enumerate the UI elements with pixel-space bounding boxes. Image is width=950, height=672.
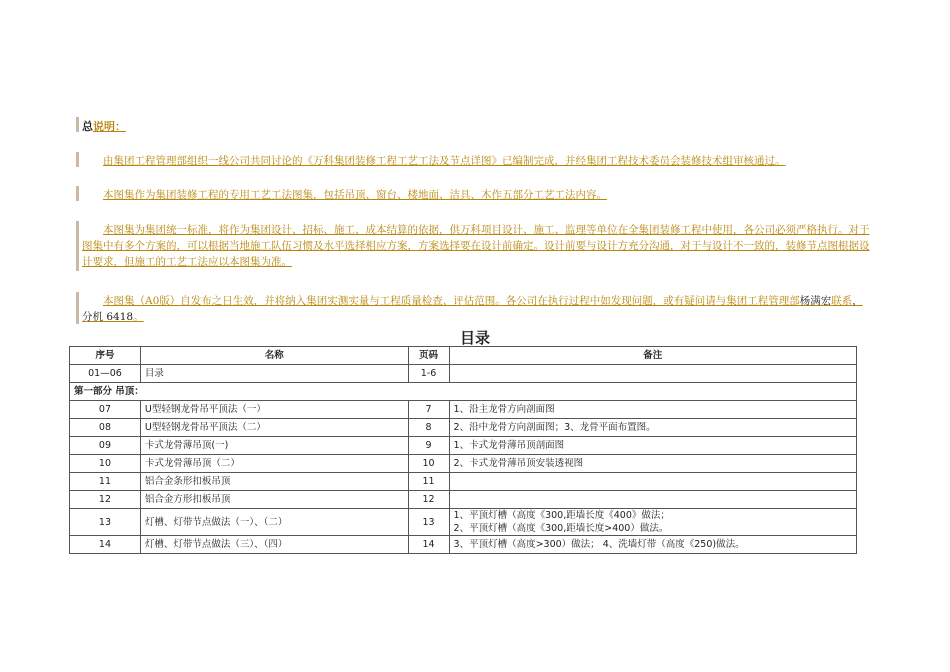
cell-page: 1-6 bbox=[408, 365, 449, 383]
cell-page: 11 bbox=[408, 473, 449, 491]
margin-marker bbox=[76, 117, 79, 132]
cell-name: 卡式龙骨薄吊顶(一) bbox=[140, 437, 408, 455]
note-text: 本图集为集团统一标准，将作为集团设计、招标、施工、成本结算的依据，供万科项目设计、施工、监理等单位在全集团装修工程中使用，各公司必须严格执行。对于图集中有多个方案的，可以根据当地施工队伍习惯及水平选择相应方案，方案选择要在设计前确定。设计前要与设计方充分沟通，对于与设计不一致的，装修节点图根据设计要求，但施工的工艺工法应以本图集为准。 bbox=[82, 224, 870, 268]
table-row bbox=[70, 491, 857, 509]
cell-page: 10 bbox=[408, 455, 449, 473]
header-page: 页码 bbox=[408, 347, 449, 365]
cell-page: 7 bbox=[408, 401, 449, 419]
cell-name: U型轻钢龙骨吊平顶法（二） bbox=[140, 419, 408, 437]
cell-no: 08 bbox=[70, 419, 141, 437]
cell-page: 12 bbox=[408, 491, 449, 509]
cell-page: 14 bbox=[408, 536, 449, 554]
note-paragraph-1 bbox=[82, 153, 870, 169]
contact-name: 杨满宏 bbox=[799, 295, 832, 307]
note-text: 本图集（A0版）自发布之日生效，并将纳入集团实测实量与工程质量检查、评估范围。各公司在执行过程中如发现问题，或有疑问请与集团工程管理部 bbox=[103, 295, 800, 307]
table-row bbox=[70, 365, 857, 383]
note-paragraph-2 bbox=[82, 187, 870, 203]
cell-no: 09 bbox=[70, 437, 141, 455]
cell-remark: 1、卡式龙骨薄吊顶剖面图 bbox=[449, 437, 856, 455]
cell-remark: 3、平顶灯槽（高度>300）做法； 4、洗墙灯带（高度《250)做法。 bbox=[449, 536, 856, 554]
cell-remark bbox=[449, 365, 856, 383]
cell-remark: 2、卡式龙骨薄吊顶安装透视图 bbox=[449, 455, 856, 473]
table-row bbox=[70, 401, 857, 419]
cell-page: 8 bbox=[408, 419, 449, 437]
cell-name: 卡式龙骨薄吊顶（二） bbox=[140, 455, 408, 473]
cell-no: 13 bbox=[70, 509, 141, 536]
cell-name: 铝合金方形扣板吊顶 bbox=[140, 491, 408, 509]
margin-marker bbox=[76, 292, 79, 324]
table-row bbox=[70, 473, 857, 491]
note-paragraph-4 bbox=[82, 293, 870, 325]
toc-header-row bbox=[70, 347, 857, 365]
cell-remark: 1、沿主龙骨方向剖面图 bbox=[449, 401, 856, 419]
heading-underlined: 说明： bbox=[93, 120, 126, 133]
cell-no: 07 bbox=[70, 401, 141, 419]
table-row bbox=[70, 536, 857, 554]
remark-line: 1、平顶灯槽（高度《300,距墙长度《400》做法； bbox=[453, 510, 670, 521]
header-no: 序号 bbox=[70, 347, 141, 365]
cell-name: 铝合金条形扣板吊顶 bbox=[140, 473, 408, 491]
cell-no: 14 bbox=[70, 536, 141, 554]
header-remark: 备注 bbox=[449, 347, 856, 365]
cell-remark bbox=[449, 473, 856, 491]
cell-no: 10 bbox=[70, 455, 141, 473]
cell-page: 13 bbox=[408, 509, 449, 536]
note-text: 由集团工程管理部组织一线公司共同讨论的《万科集团装修工程工艺工法及节点详图》已编制完成，并经集团工程技术委员会装修技术组审核通过。 bbox=[103, 155, 786, 167]
toc-title: 目录 bbox=[459, 329, 490, 347]
note-text: 。 bbox=[133, 311, 144, 323]
margin-marker bbox=[76, 152, 79, 167]
table-row bbox=[70, 455, 857, 473]
cell-no: 12 bbox=[70, 491, 141, 509]
general-notes-heading bbox=[82, 118, 126, 134]
table-row bbox=[70, 437, 857, 455]
header-name: 名称 bbox=[140, 347, 408, 365]
section-label: 第一部分 吊顶： bbox=[70, 383, 857, 401]
heading-prefix: 总 bbox=[82, 120, 93, 133]
note-text: 联系 bbox=[831, 295, 853, 307]
cell-name: 灯槽、灯带节点做法（三）、（四） bbox=[140, 536, 408, 554]
cell-name: U型轻钢龙骨吊平顶法（一） bbox=[140, 401, 408, 419]
cell-name: 目录 bbox=[140, 365, 408, 383]
note-paragraph-3 bbox=[82, 222, 870, 270]
cell-name: 灯槽、灯带节点做法（一）、（二） bbox=[140, 509, 408, 536]
note-text: 本图集作为集团装修工程的专用工艺工法图集，包括吊顶、窗台、楼地面、洁具、木作五部分工艺工法内容。 bbox=[103, 189, 607, 201]
section-row bbox=[70, 383, 857, 401]
remark-line: 2、平顶灯槽（高度《300,距墙长度>400）做法。 bbox=[453, 523, 669, 534]
extension: ，分机 6418 bbox=[82, 295, 863, 323]
cell-no: 11 bbox=[70, 473, 141, 491]
cell-remark: 2、沿中龙骨方向剖面图；3、龙骨平面布置图。 bbox=[449, 419, 856, 437]
table-row bbox=[70, 509, 857, 536]
cell-no: 01—06 bbox=[70, 365, 141, 383]
toc-table bbox=[69, 346, 857, 554]
cell-remark bbox=[449, 491, 856, 509]
cell-remark bbox=[449, 509, 856, 536]
table-row bbox=[70, 419, 857, 437]
margin-marker bbox=[76, 221, 79, 271]
margin-marker bbox=[76, 186, 79, 201]
cell-page: 9 bbox=[408, 437, 449, 455]
